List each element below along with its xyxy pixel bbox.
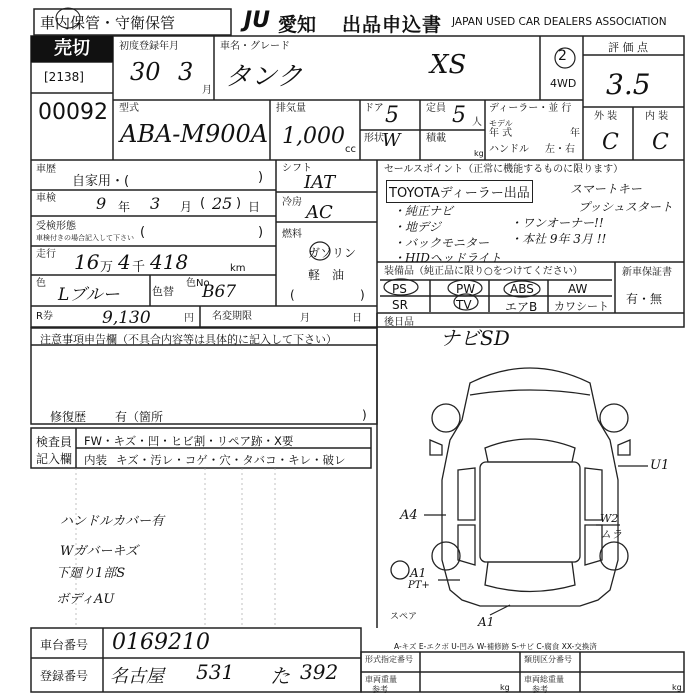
equipment-label: 装備品（純正品に限り○をつけてください） [384,266,583,277]
inspector-label: 検査員 [36,435,73,449]
name-change-day-unit: 日 [352,313,362,324]
capacity-unit: 人 [472,117,482,128]
remark-line: 下廻り1部S [56,566,126,581]
doors-value: 5 [385,103,399,128]
handle-options: 左・右 [545,144,575,155]
use-type-label: 車歴 [36,164,56,175]
fuel-gasoline: ガソリン [308,246,357,260]
sales-points-label: セールスポイント（正常に機能するものに限ります） [384,164,624,175]
diagram-mark: U1 [650,458,670,473]
footer-ref-label: 参考 [372,685,388,694]
inspector-row2-category: 内装 [84,453,107,467]
mileage-man-unit: 万 [100,260,114,275]
chassis-number: 0169210 [112,630,210,655]
receive-note: 車検付きの場合記入して下さい [36,234,134,242]
shift-label: シフト [282,163,312,174]
dealer-listing-note: TOYOTAディーラー出品 [386,180,533,203]
model-year-label1: モデル [489,119,513,128]
use-type-value: 自家用・( [72,174,130,189]
warranty-label: 新車保証書 [622,267,672,278]
car-diagram [391,368,630,606]
mileage-rest: 418 [150,250,189,274]
warranty-options: 有・無 [626,292,663,306]
mileage-unit: km [230,263,246,274]
fuel-diesel: 軽 油 [308,268,345,282]
equip-ps: PS [392,282,407,296]
shift-value: IAT [304,172,336,193]
car-grade-value: XS [430,50,467,80]
recycle-unit: 円 [184,313,194,324]
inspection-year-unit: 年 [118,200,131,214]
first-reg-month: 3 [178,58,194,86]
car-name-value: タンク [225,62,303,92]
drive-4wd-label: 4WD [550,77,577,90]
handle-label: ハンドル [489,144,529,155]
lot-code: [2138] [44,70,84,84]
fuel-open: ( [290,288,295,302]
color-label: 色 [36,278,46,289]
registration-number: 392 [300,660,339,684]
score-label: 評 価 点 [608,41,648,54]
mileage-sen: 4 [118,250,131,274]
footer-weight-label: 車両重量 [365,675,397,684]
exterior-grade: C [602,130,619,155]
first-reg-year: 30 [130,58,161,86]
footer-ref-label: 参考 [532,685,548,694]
repair-history-close: ) [362,408,367,422]
equip-airbag: エアB [505,300,538,314]
displacement-value: 1,000 [282,124,345,149]
displacement-unit: cc [345,144,356,155]
aircon-value: AC [306,202,333,223]
sales-point-item: スマートキー [570,182,642,196]
mileage-sen-unit: 千 [132,260,146,275]
receive-open: ( [140,225,146,240]
use-type-close: ) [258,170,264,185]
damage-legend: A-キズ E-エクボ U-凹み W-補修跡 S-サビ C-腐食 XX-交換済 [394,642,597,651]
first-reg-label: 初度登録年月 [119,41,179,52]
displacement-label: 排気量 [276,103,306,114]
fuel-label: 燃料 [282,229,302,240]
equip-kawasheet: カワシート [554,300,609,313]
inspection-year: 9 [96,194,107,213]
equip-abs: ABS [510,282,534,296]
doors-label: ドア [364,103,384,114]
receive-label: 受検形態 [36,221,76,232]
aftermarket-value: ナビSD [440,326,510,350]
footer-gross-weight-label: 車両総重量 [524,675,564,684]
form-title: 出品申込書 [342,14,443,36]
sales-point-item: プッシュスタート [578,200,673,214]
car-name-label: 車名・グレード [220,41,290,52]
inspector-row1: FW・キズ・凹・ヒビ割・リペア跡・X要 [84,434,294,448]
inspection-month: 3 [150,194,161,213]
body-shape-value: W [382,130,401,151]
diagram-mark: PT+ [408,580,430,591]
sales-point-item: ・ワンオーナー!! [510,216,604,230]
aftermarket-label: 後日品 [384,317,414,328]
name-change-label: 名変期限 [212,311,252,322]
inspection-open: ( [200,196,206,211]
footer-type-designation-label: 形式指定番号 [365,655,413,664]
equip-tv: TV [456,298,472,312]
capacity-value: 5 [452,103,466,128]
registration-kana: た [270,664,290,688]
inspection-day: 25 [212,194,233,213]
dealer-label: ディーラー・並 行 [489,103,572,114]
registration-class: 531 [196,660,235,684]
sales-point-item: ・本社 9年 3月 !! [510,232,607,246]
mileage-label: 走行 [36,249,56,260]
equip-sr: SR [392,298,408,312]
diagram-mark: ムラ [600,528,622,541]
load-unit: kg [474,149,484,158]
sales-point-item: ・地デジ [393,220,441,234]
remark-line: ハンドルカバー有 [60,514,165,529]
repair-history-value: 有（箇所 [115,410,164,424]
inspector-entry-label: 記入欄 [36,452,73,466]
first-reg-month-unit: 月 [202,85,212,96]
footer-kg-unit: kg [672,683,682,692]
sales-point-item: ・純正ナビ [393,204,454,218]
color-code-label: 色No [186,278,210,289]
model-label: 型式 [119,103,139,114]
recycle-label: R券 [36,311,53,322]
registration-area: 名古屋 [110,666,164,687]
remark-line: ボディAU [56,592,115,607]
color-code: B67 [202,282,237,302]
footer-kg-unit: kg [500,683,510,692]
inspector-row2: キズ・汚レ・コゲ・穴・タバコ・キレ・破レ [116,453,346,467]
receive-close: ) [258,225,264,240]
notes-label: 注意事項申告欄（不具合内容等は具体的に記入して下さい） [40,333,337,346]
entry-number: 00092 [38,100,108,125]
inspection-close: ) [236,196,242,211]
sales-point-item: ・HIDヘッドライト [393,251,502,265]
inspection-day-unit: 日 [248,200,261,214]
diagram-mark: A1 [478,615,495,629]
spare-tyre-label: スペア [390,612,418,622]
storage-tag: 車内保管・守衛保管 [40,14,176,32]
interior-grade: C [652,130,669,155]
name-change-month-unit: 月 [300,313,310,324]
aircon-label: 冷房 [282,197,302,208]
sales-point-item: ・バックモニター [393,236,490,250]
ju-logo: JU [244,8,271,33]
fuel-close: ) [360,288,365,302]
exterior-label: 外 装 [594,111,618,122]
org-name: 愛知 [278,14,317,36]
remark-line: Wガバーキズ [60,544,139,559]
diagram-mark: A1 [410,566,427,580]
inspection-label: 車検 [36,193,56,204]
model-year-label2: 年 式 [489,128,513,139]
chassis-label: 車台番号 [40,638,89,652]
model-code: ABA-M900A [120,120,269,148]
diagram-mark: W2 [600,512,619,525]
score-value: 3.5 [606,68,651,101]
registration-label: 登録番号 [40,669,89,683]
drive-2wd: 2 [558,48,567,64]
mileage-man: 16 [74,250,100,274]
footer-category-label: 類別区分番号 [524,655,572,664]
association-name: JAPAN USED CAR DEALERS ASSOCIATION [452,16,667,28]
diagram-mark: A4 [400,508,418,523]
color-repaint-label: 色替 [152,285,174,298]
body-shape-label: 形状 [364,133,384,144]
load-label: 積載 [426,133,446,144]
equip-pw: PW [456,282,476,296]
recycle-value: 9,130 [102,308,151,328]
capacity-label: 定員 [426,103,446,114]
color-value: Lブルー [58,285,120,305]
inspection-month-unit: 月 [180,200,193,214]
model-year-unit: 年 [570,128,580,139]
interior-label: 内 装 [645,111,669,122]
sold-status-badge: 売切 [31,36,113,62]
equip-aw: AW [568,282,588,296]
repair-history-label: 修復歴 [50,410,87,424]
